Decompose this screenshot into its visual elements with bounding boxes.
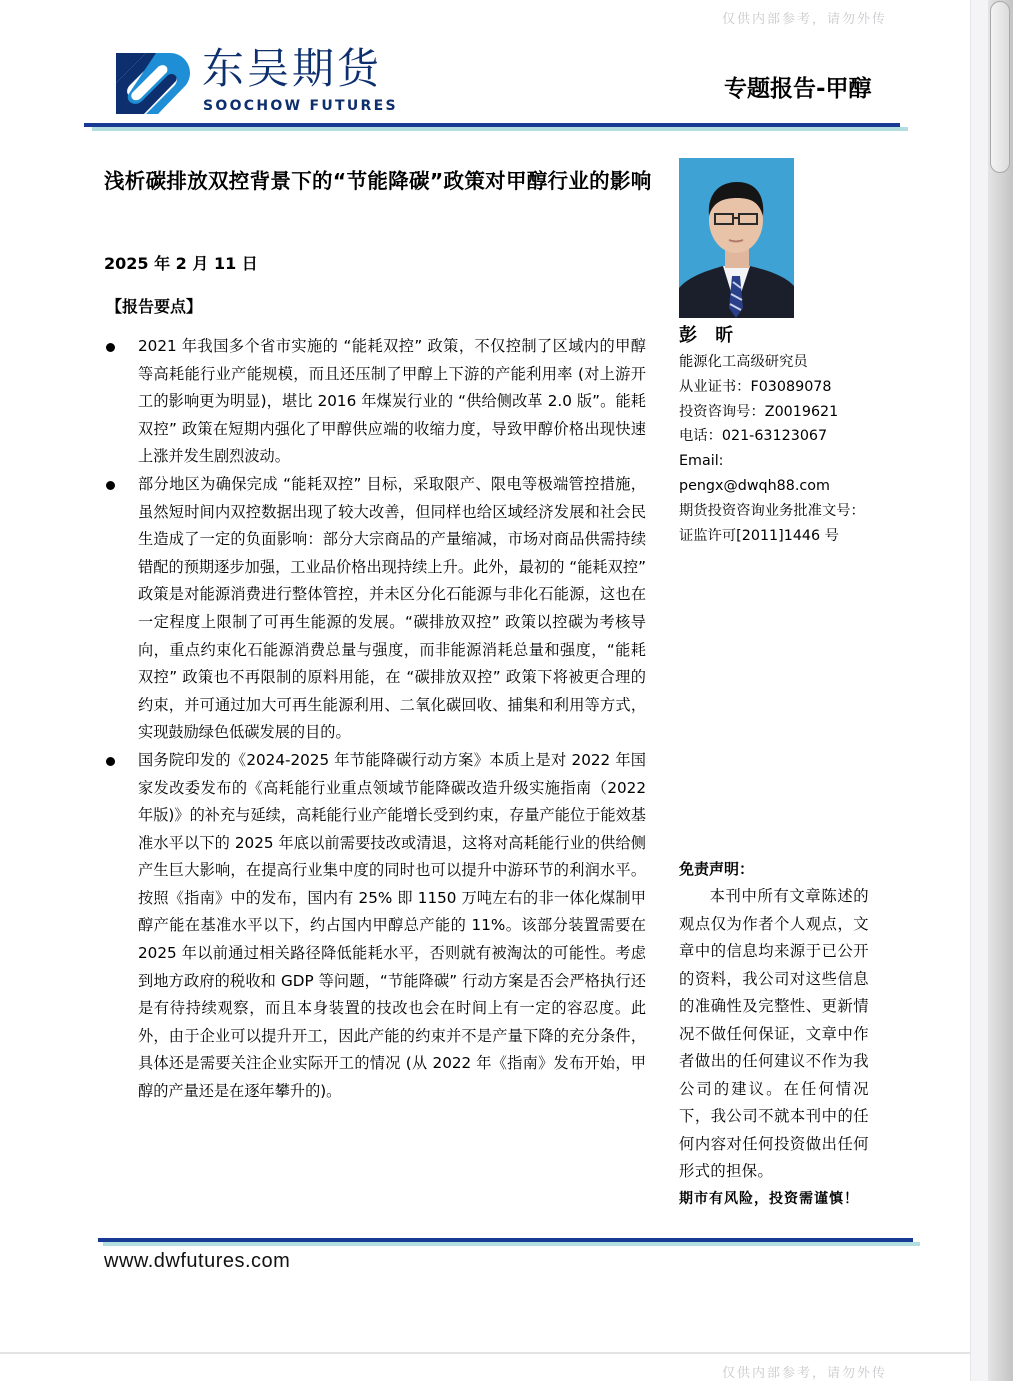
brand-name-cn: 东吴期货 bbox=[202, 44, 383, 93]
author-license: 从业证书：F03089078 bbox=[679, 378, 832, 395]
author-phone: 电话：021-63123067 bbox=[679, 428, 828, 445]
disclaimer-title: 免责声明： bbox=[679, 860, 755, 878]
key-point-text: 2021 年我国多个省市实施的 “能耗双控” 政策，不仅控制了区域内的甲醇等高耗能行业产能规模，而且还压制了甲醇上下游的产能利用率 (对上游开工的影响更为明显)，堪比 2016 年煤炭行业的 “供给侧改革 2.0 版”。能耗双控” 政策在短期内强化了甲醇供应端的收缩力度，导致甲醇价格出现快速上涨并发生剧烈波动。 bbox=[138, 337, 646, 466]
scrollbar-thumb[interactable] bbox=[990, 1, 1010, 173]
next-page-watermark: 仅供内部参考，请勿外传 bbox=[722, 1366, 888, 1381]
approval-label: 期货投资咨询业务批准文号： bbox=[679, 502, 865, 519]
soochow-logo-icon bbox=[116, 53, 192, 114]
author-portrait-icon bbox=[679, 158, 794, 318]
key-point-text: 部分地区为确保完成 “能耗双控” 目标，采取限产、限电等极端管控措施，虽然短时间内双控数据出现了较大改善，但同样也给区域经济发展和社会民生造成了一定的负面影响：部分大宗商品的产量缩减，市场对商品供需持续错配的预期逐步加强，工业品价格出现持续上升。此外，最初的 “能耗双控” 政策是对能源消费进行整体管控，并未区分化石能源与非化石能源，这也在一定程度上限制了可再生能源的发展。“碳排放双控” 政策以控碳为考核导向，重点约束化石能源消费总量与强度，而非能源消耗总量和强度，“能耗双控” 政策也不再限制的原料用能，在 “碳排放双控” 政策下将被更合理的约束，并可通过加大可再生能源利用、二氧化碳回收、捕集和利用等方式，实现鼓励绿色低碳发展的目的。 bbox=[138, 474, 646, 742]
viewer-gutter bbox=[970, 0, 989, 1381]
key-points-list bbox=[104, 333, 646, 1106]
footer-rule-light bbox=[103, 1242, 920, 1246]
bullet-icon bbox=[106, 757, 115, 766]
disclaimer bbox=[679, 855, 869, 1212]
brand-name-en: SOOCHOW FUTURES bbox=[203, 98, 398, 114]
key-point-text: 国务院印发的《2024-2025 年节能降碳行动方案》本质上是对 2022 年国家发改委发布的《高耗能行业重点领域节能降碳改造升级实施指南（2022 年版)》的补充与延续，高耗能行业产能增长受到约束，存量产能位于能效基准水平以下的 2025 年底以前需要技改或清退，这将对高耗能行业的供给侧产生巨大影响，在提高行业集中度的同时也可以提升中游环节的利润水平。按照《指南》中的发布，国内有 25% 即 1150 万吨左右的非一体化煤制甲醇产能在基准水平以下，约占国内甲醇总产能的 11%。该部分装置需要在 2025 年以前通过相关路径降低能耗水平，否则就有被淘汰的可能性。考虑到地方政府的税收和 GDP 等问题，“节能降碳” 行动方案是否会严格执行还是有待持续观察，而且本身装置的技改也会在时间上有一定的容忍度。此外，由于企业可以提升开工，因此产能的约束并不是产量下降的充分条件，具体还是需要关注企业实际开工的情况 (从 2022 年《指南》发布开始，甲醇的产量还是在逐年攀升的)。 bbox=[138, 750, 646, 1101]
website-link[interactable]: www.dwfutures.com bbox=[104, 1250, 291, 1272]
author-consulting-number: 投资咨询号：Z0019621 bbox=[679, 403, 839, 420]
author-email[interactable]: pengx@dwqh88.com bbox=[679, 477, 830, 494]
key-point bbox=[104, 747, 646, 1106]
risk-warning: 期市有风险，投资需谨慎！ bbox=[679, 1190, 859, 1207]
key-point bbox=[104, 333, 646, 471]
author-email-label: Email: bbox=[679, 453, 724, 470]
report-type: 专题报告-甲醇 bbox=[724, 76, 872, 102]
report-title: 浅析碳排放双控背景下的“节能降碳”政策对甲醇行业的影响 bbox=[104, 169, 652, 193]
author-photo bbox=[679, 158, 794, 318]
header-rule-light bbox=[92, 127, 908, 131]
key-point bbox=[104, 471, 646, 747]
approval-number: 证监许可[2011]1446 号 bbox=[679, 527, 839, 544]
disclaimer-body: 本刊中所有文章陈述的观点仅为作者个人观点，文章中的信息均来源于已公开的资料，我公司对这些信息的准确性及完整性、更新情况不做任何保证，文章中作者做出的任何建议不作为我公司的建议。在任何情况下，我公司不就本刊中的任何内容对任何投资做出任何形式的担保。 bbox=[679, 887, 869, 1180]
vertical-scrollbar[interactable] bbox=[988, 0, 1013, 1381]
author-info bbox=[679, 322, 879, 548]
bullet-icon bbox=[106, 343, 115, 352]
bullet-icon bbox=[106, 481, 115, 490]
report-date: 2025 年 2 月 11 日 bbox=[104, 254, 258, 273]
section-heading: 【报告要点】 bbox=[106, 297, 203, 316]
author-title: 能源化工高级研究员 bbox=[679, 354, 808, 370]
author-name: 彭 昕 bbox=[679, 325, 740, 346]
confidential-watermark: 仅供内部参考，请勿外传 bbox=[722, 12, 888, 27]
